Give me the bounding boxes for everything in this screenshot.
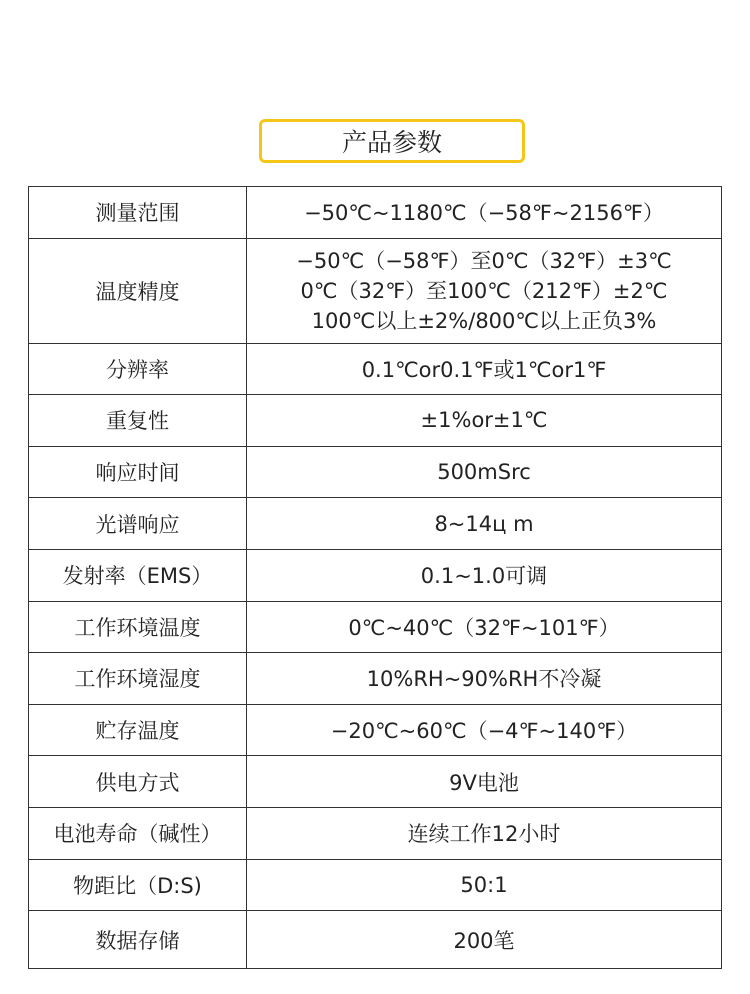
row-label: 发射率（EMS） (29, 549, 247, 601)
spec-table (28, 186, 722, 969)
row-label: 重复性 (29, 395, 247, 447)
row-value: ±1%or±1℃ (247, 395, 722, 447)
row-label: 物距比（D:S) (29, 859, 247, 911)
table-row (29, 601, 722, 653)
row-value: 8~14ц m (247, 498, 722, 550)
table-row (29, 653, 722, 705)
row-label: 工作环境温度 (29, 601, 247, 653)
row-value: 0.1~1.0可调 (247, 549, 722, 601)
row-label: 数据存储 (29, 911, 247, 969)
row-value: −20℃~60℃（−4℉~140℉） (247, 704, 722, 756)
row-label: 光谱响应 (29, 498, 247, 550)
table-row (29, 498, 722, 550)
table-row (29, 704, 722, 756)
table-row (29, 859, 722, 911)
table-row (29, 911, 722, 969)
row-value: 0℃~40℃（32℉~101℉） (247, 601, 722, 653)
row-value: 9V电池 (247, 756, 722, 808)
row-value: 200笔 (247, 911, 722, 969)
row-label: 贮存温度 (29, 704, 247, 756)
table-row (29, 807, 722, 859)
row-label: 测量范围 (29, 187, 247, 239)
row-label: 分辨率 (29, 343, 247, 395)
table-row (29, 446, 722, 498)
row-label: 响应时间 (29, 446, 247, 498)
row-value-line: −50℃（−58℉）至0℃（32℉）±3℃ (296, 248, 672, 273)
row-value (247, 238, 722, 343)
row-label: 工作环境湿度 (29, 653, 247, 705)
table-row (29, 187, 722, 239)
section-title: 产品参数 (259, 119, 525, 163)
table-row (29, 395, 722, 447)
row-value: −50℃~1180℃（−58℉~2156℉） (247, 187, 722, 239)
row-value: 10%RH~90%RH不冷凝 (247, 653, 722, 705)
row-label: 供电方式 (29, 756, 247, 808)
row-value: 0.1℃or0.1℉或1℃or1℉ (247, 343, 722, 395)
table-row (29, 549, 722, 601)
row-label: 温度精度 (29, 238, 247, 343)
table-row (29, 756, 722, 808)
row-value-line: 100℃以上±2%/800℃以上正负3% (311, 308, 657, 333)
row-value-line: 0℃（32℉）至100℃（212℉）±2℃ (300, 278, 668, 303)
row-value: 连续工作12小时 (247, 807, 722, 859)
table-row (29, 238, 722, 343)
row-label: 电池寿命（碱性） (29, 807, 247, 859)
row-value: 500mSrc (247, 446, 722, 498)
row-value: 50:1 (247, 859, 722, 911)
table-row (29, 343, 722, 395)
